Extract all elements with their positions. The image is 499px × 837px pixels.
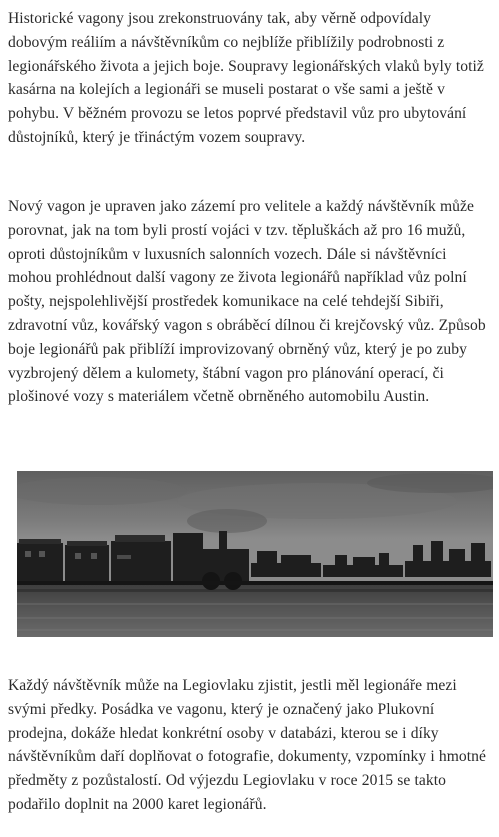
article-paragraph: Nový vagon je upraven jako zázemí pro velitele a každý návštěvník může porovnat, jak na tom byli prostí vojáci v tzv. těpluškách až pro 16 mužů, oproti důstojníkům v luxusních salonních vozech. Dále si návštěvníci mohou prohlédnout další vagony ze života legionářů například vůz polní pošty, nejspolehlivější prostředek komunikace na celé tehdejší Sibiři, zdravotní vůz, kovářský vagon s obráběcí dílnou či krejčovský vůz. Způsob boje legionářů pak přiblíží improvizovaný obrněný vůz, který je po zuby vyzbrojený dělem a kulomety, štábní vagon pro plánování operací, či plošinové vozy s materiálem včetně obrněného automobilu Austin. [8,198,486,406]
article-paragraph: Každý návštěvník může na Legiovlaku zjistit, jestli měl legionáře mezi svými předky. Posádka ve vagonu, který je označený jako Plukovní prodejna, dokáže hledat konkrétní osoby v databázi, kterou se i díky návštěvníkům daří doplňovat o fotografie, dokumenty, vzpomínky i hmotné předměty z pozůstalostí. Od výjezdu Legiovlaku v roce 2015 se takto podařilo doplnit na 2000 karet legionářů. [8,677,486,813]
armored-train-image [17,471,493,637]
historical-train-photo [17,471,493,637]
article-paragraph: Historické vagony jsou zrekonstruovány tak, aby věrně odpovídaly dobovým reáliím a návštěvníkům co nejblíže přiblížily podrobnosti z legionářského života a jejich boje. Soupravy legionářských vlaků byly totiž kasárna na kolejích a legionáři se museli postarat o vše sami a ještě v pohybu. V běžném provozu se letos poprvé představil vůz pro ubytování důstojníků, který je třináctým vozem soupravy. [8,10,484,146]
